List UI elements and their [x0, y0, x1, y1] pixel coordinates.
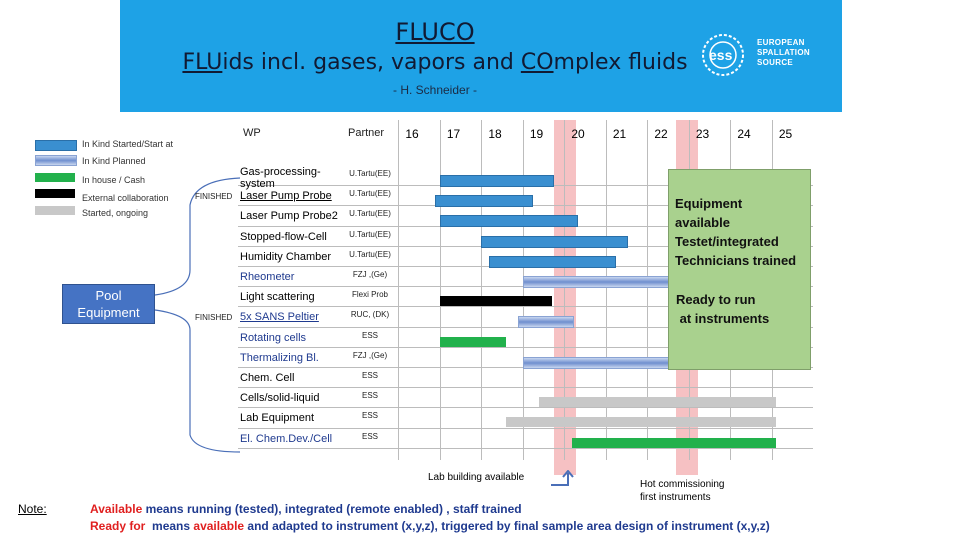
year-header: 22 — [654, 127, 668, 141]
gantt-bar — [435, 195, 532, 207]
note-label: Note: — [18, 502, 47, 516]
legend-label: Started, ongoing — [82, 208, 149, 218]
wp-label: Laser Pump Probe — [240, 190, 332, 203]
note-line1: Available means running (tested), integrated (remote enabled) , staff trained — [90, 502, 522, 516]
wp-label: Gas-processing-system — [240, 166, 321, 190]
legend-swatch-in-kind-planned — [35, 155, 77, 166]
lab-building-label: Lab building available — [428, 472, 525, 483]
ess-logo-icon — [695, 32, 755, 78]
ess-logo — [695, 32, 835, 78]
wp-label: Cells/solid-liquid — [240, 392, 320, 405]
partner-label: U.Tartu(EE) — [349, 189, 391, 199]
grid-vline — [481, 120, 482, 460]
partner-label: ESS — [361, 330, 378, 340]
title-line2: FLUids incl. gases, vapors and COmplex fluids — [182, 50, 688, 75]
legend-label: In Kind Started/Start at — [82, 139, 174, 149]
partner-label: U.Tartu(EE) — [349, 209, 391, 219]
partner-label: FZJ ,(Ge) — [352, 270, 388, 279]
author: - H. Schneider - — [392, 83, 478, 97]
pool-equipment-box: Pool Equipment — [62, 284, 155, 324]
legend-label: In house / Cash — [82, 175, 146, 185]
year-header: 21 — [612, 127, 627, 141]
wp-label: Laser Pump Probe2 — [240, 210, 338, 223]
year-header: 23 — [695, 127, 710, 141]
wp-label: Thermalizing Bl. — [240, 351, 319, 364]
year-header: 16 — [405, 127, 419, 141]
gantt-bar — [440, 175, 554, 187]
partner-label: FZJ ,(Ge) — [352, 350, 388, 360]
wp-header: WP — [243, 127, 261, 139]
partner-label: ESS — [361, 431, 378, 441]
partner-label: U.Tartu(EE) — [349, 249, 391, 259]
legend-label: In Kind Planned — [82, 156, 146, 166]
grid-vline — [523, 120, 524, 460]
wp-label: Chem. Cell — [240, 372, 295, 384]
grid-hline — [238, 428, 813, 429]
year-header: 20 — [571, 127, 585, 141]
year-header: 24 — [737, 127, 751, 141]
wp-label: Light scattering — [240, 291, 315, 304]
year-header: 25 — [778, 127, 793, 141]
grid-vline — [647, 120, 648, 460]
grid-vline — [440, 120, 441, 460]
partner-label: ESS — [361, 391, 378, 401]
legend-swatch-in-house — [35, 173, 75, 182]
ready-box: Equipment available Testet/integrated Technicians trained Ready to run at instruments — [668, 169, 811, 370]
partner-label: Flexi Prob — [351, 290, 388, 300]
gantt-bar — [481, 236, 628, 248]
note-line2: Ready for means available and adapted to instrument (x,y,z), triggered by final sample area design of instrument (x,y,z) — [90, 519, 770, 533]
grid-vline — [564, 120, 565, 460]
partner-label: ESS — [361, 371, 378, 380]
finished-label: FINISHED — [195, 313, 233, 323]
wp-label: Humidity Chamber — [240, 250, 332, 263]
grid-hline — [238, 407, 813, 408]
gantt-bar — [523, 357, 683, 369]
legend-swatch-external — [35, 189, 75, 198]
wp-label: Stopped-flow-Cell — [240, 230, 327, 243]
wp-label: 5x SANS Peltier — [240, 311, 319, 324]
finished-label: FINISHED — [195, 192, 233, 202]
grid-vline — [606, 120, 607, 460]
svg-text:ess: ess — [709, 47, 733, 63]
partner-label: U.Tartu(EE) — [349, 169, 391, 178]
title-line1 — [120, 18, 750, 46]
gantt-bar — [440, 296, 552, 306]
wp-label: Rheometer — [240, 271, 295, 283]
gantt-bar — [518, 316, 574, 328]
title-fluco: FLUCO — [395, 18, 475, 46]
wp-label: El. Chem.Dev./Cell — [240, 432, 333, 445]
partner-label: ESS — [361, 411, 378, 421]
legend-swatch-ongoing — [35, 206, 75, 215]
gantt-bar — [440, 337, 506, 347]
year-header: 19 — [529, 127, 544, 141]
lab-building-arrow-icon — [546, 470, 576, 490]
year-header: 17 — [446, 127, 461, 141]
ess-logo-text: EUROPEAN SPALLATION SOURCE — [757, 38, 810, 67]
legend-label: External collaboration — [82, 193, 169, 203]
wp-label: Rotating cells — [240, 331, 307, 344]
legend-swatch-in-kind-started — [35, 140, 77, 151]
hot-commissioning-label: Hot commissioning first instruments — [640, 479, 725, 503]
partner-header: Partner — [348, 127, 385, 139]
gantt-bar — [506, 417, 776, 427]
gantt-bar — [572, 438, 775, 448]
gantt-bar — [539, 397, 776, 407]
grid-hline — [238, 448, 813, 449]
partner-label: RUC, (DK) — [350, 310, 390, 320]
grid-vline — [398, 120, 399, 460]
wp-label: Lab Equipment — [240, 412, 314, 425]
year-header: 18 — [488, 127, 502, 141]
grid-hline — [238, 387, 813, 388]
gantt-bar — [489, 256, 616, 268]
partner-label: U.Tartu(EE) — [349, 229, 391, 239]
gantt-bar — [440, 215, 579, 227]
